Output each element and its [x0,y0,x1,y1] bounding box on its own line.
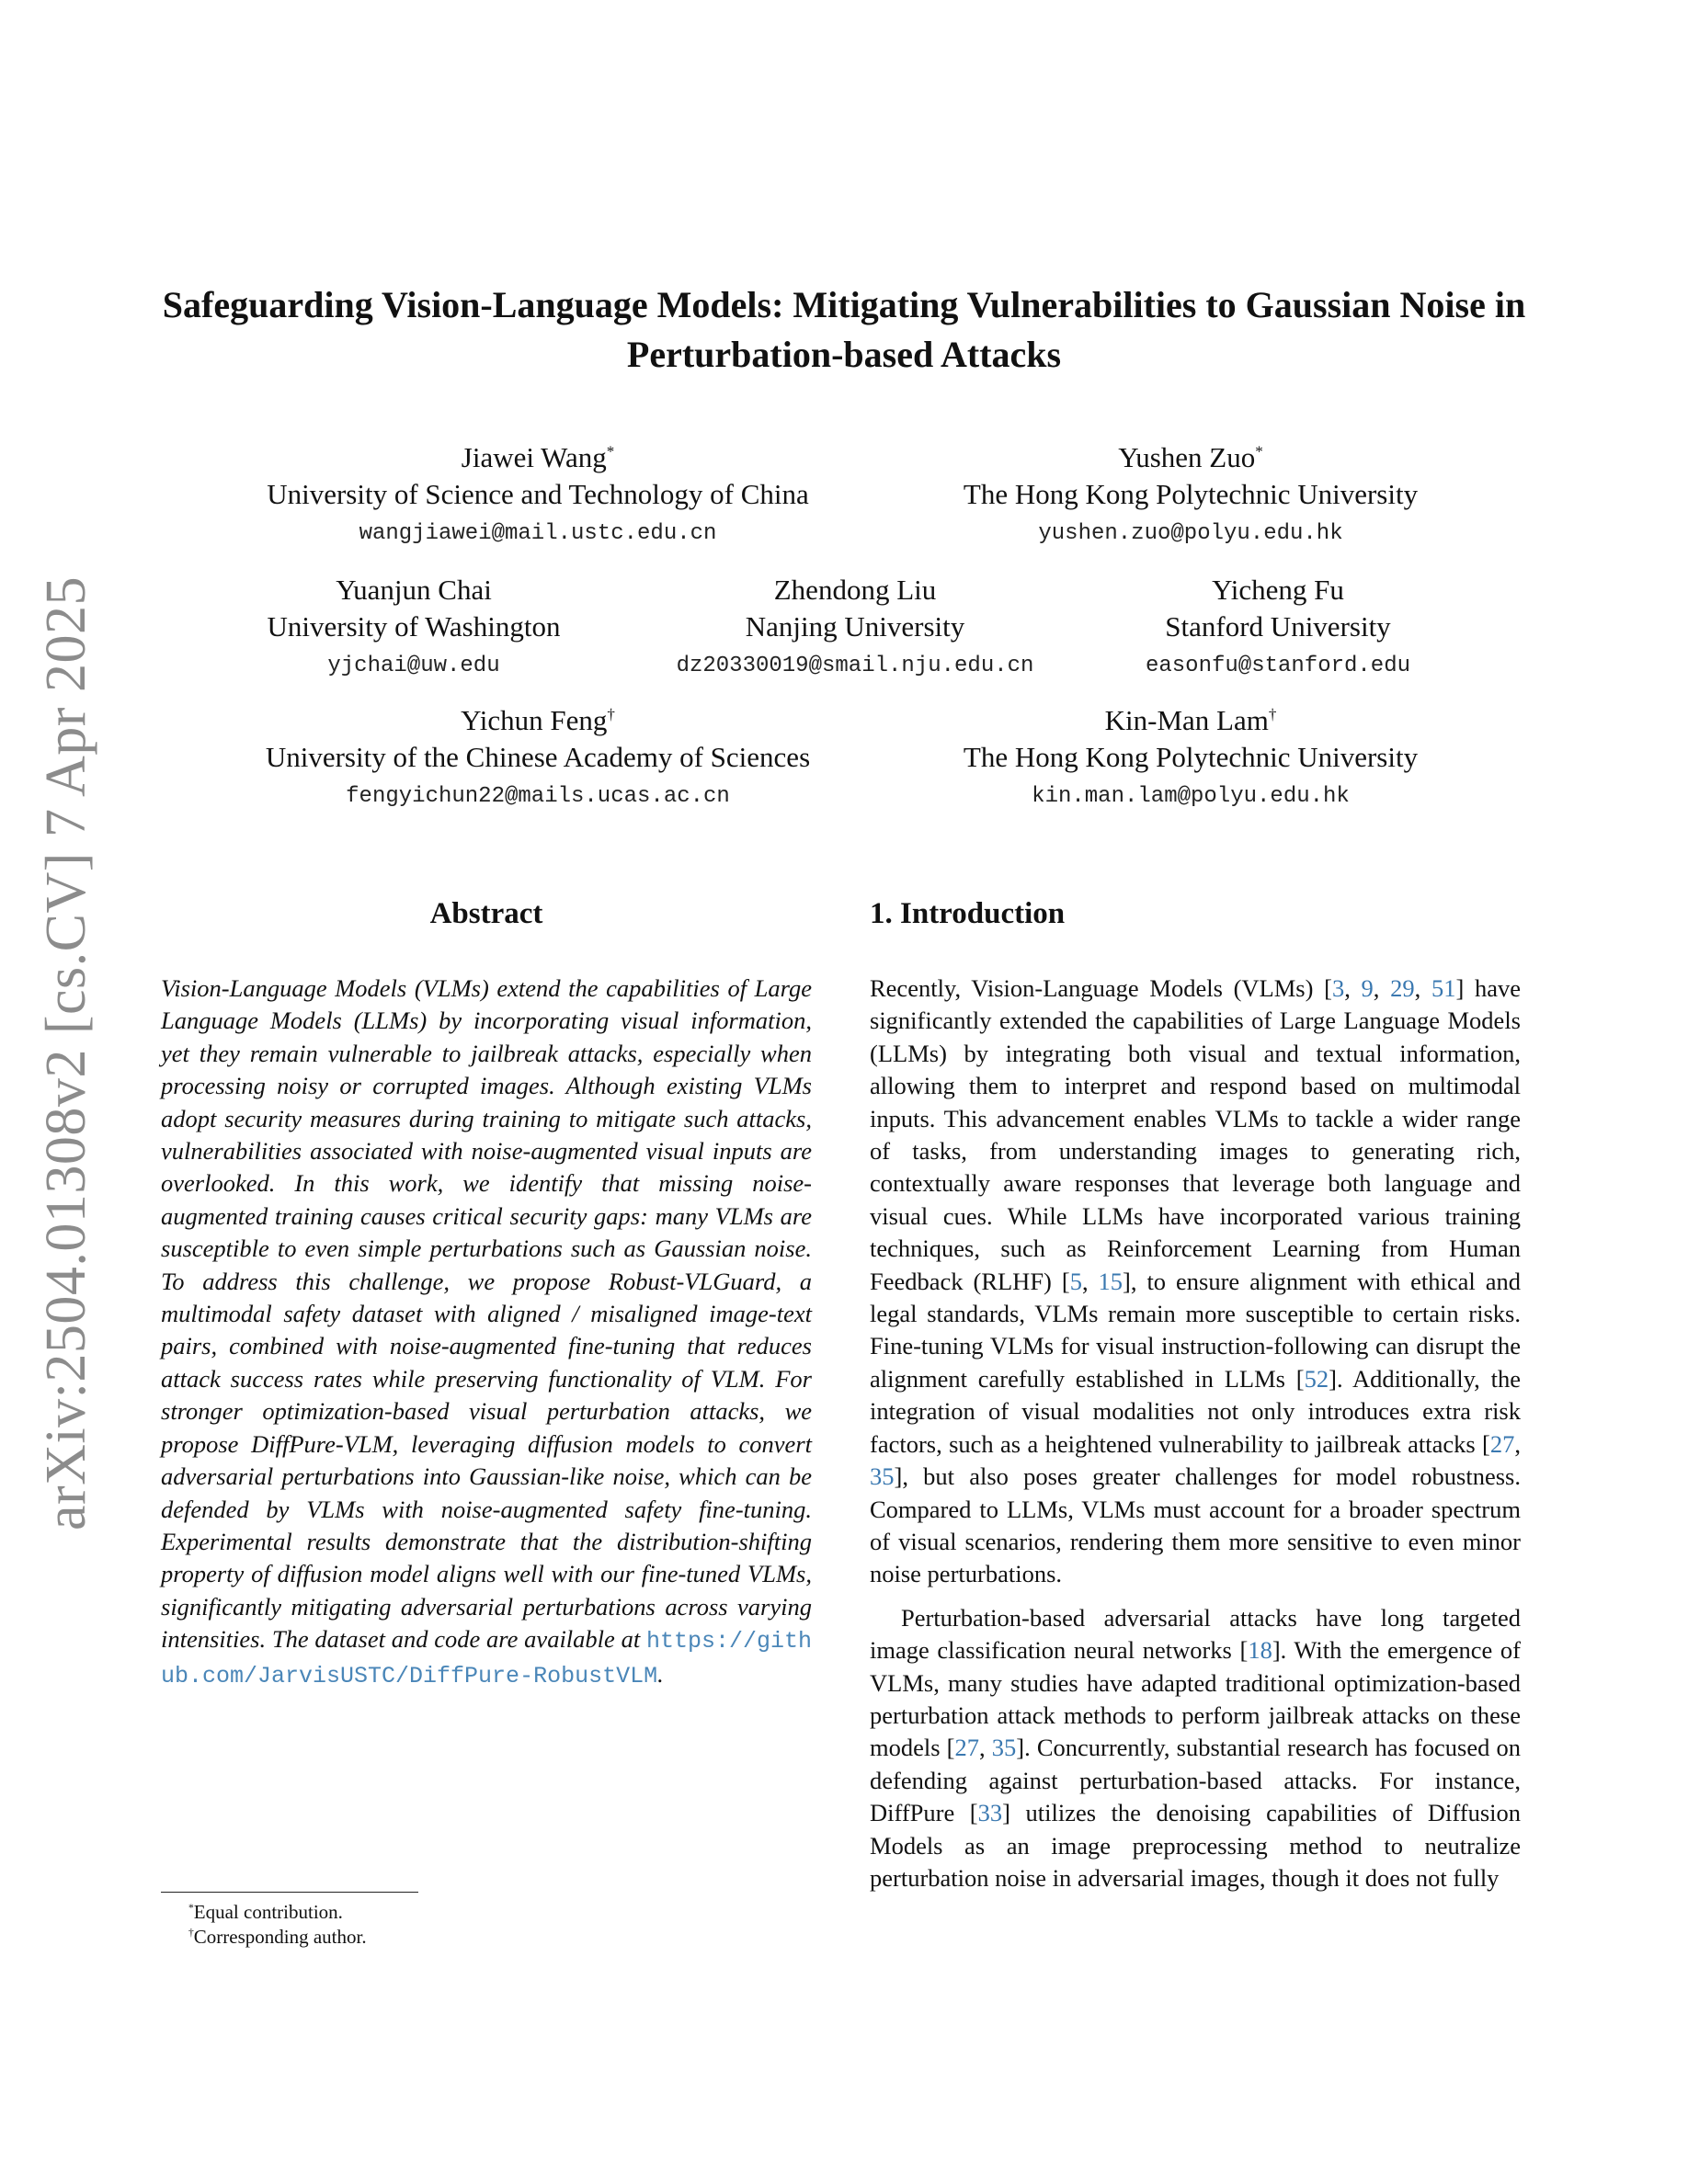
author-affiliation: University of Washington [267,610,561,643]
footnote-text: Corresponding author. [193,1926,367,1948]
abstract-text: Vision-Language Models (VLMs) extend the capabilities of Large Language Models (LLMs) by incorporating visual information, yet they remain vulnerable to jailbreak attacks, especially when processing noisy or corrupted images. Although existing VLMs adopt security measures during training to mitigate such attacks, vulnerabilities associated with noise-augmented visual inputs are overlooked. In this work, we identify that missing noise-augmented training causes critical security gaps: many VLMs are susceptible to even simple perturbations such as Gaussian noise. To address this challenge, we propose Robust-VLGuard, a multimodal safety dataset with aligned / misaligned image-text pairs, combined with noise-augmented fine-tuning that reduces attack success rates while preserving functionality of VLM. For stronger optimization-based visual perturbation attacks, we propose DiffPure-VLM, leveraging diffusion models to convert adversarial perturbations into Gaussian-like noise, which can be defended by VLMs with noise-augmented safety fine-tuning. Experimental results demonstrate that the distribution-shifting property of diffusion model aligns well with our fine-tuned VLMs, significantly mitigating adversarial perturbations across varying intensities. The dataset and code are available at [161,974,812,1654]
author-email[interactable]: fengyichun22@mails.ucas.ac.cn [346,784,730,809]
arxiv-identifier-stamp: arXiv:2504.01308v2 [cs.CV] 7 Apr 2025 [35,576,97,1530]
footnotes [161,1892,529,1950]
footnote-text: Equal contribution. [193,1901,343,1923]
text-run: ]. With the emergence of VLMs, many studies have adapted traditional optimization-based perturbation attack methods to perform jailbreak attacks on these models [ [870,1636,1521,1762]
author-block [221,572,607,688]
abstract-trailing-period: . [657,1659,664,1688]
citation-link[interactable]: 29 [1390,974,1415,1002]
code-repository-link[interactable]: https://github.com/JarvisUSTC/DiffPure-RobustVLM [161,1628,812,1689]
abstract-heading: Abstract [429,897,543,930]
author-affiliation: Stanford University [1165,610,1391,643]
equal-contribution-mark: * [606,442,615,461]
citation-link[interactable]: 27 [1489,1429,1515,1458]
author-block [906,439,1476,555]
equal-contribution-mark: * [1255,442,1263,461]
introduction-paragraph-1: Recently, Vision-Language Models (VLMs) [3, 9, 29, 51] have significantly extended the capabilities of Large Language Models (LLMs) by integrating both visual and textual information, allowing them to interpret and respond based on multimodal inputs. This advancement enables VLMs to tackle a wider range of tasks, from understanding images to generating rich, contextually aware responses that leverage both language and visual cues. While LLMs have incorporated various training techniques, such as Reinforcement Learning from Human Feedback (RLHF) [5, 15], to ensure alignment with ethical and legal standards, VLMs remain more susceptible to certain risks. Fine-tuning VLMs for visual instruction-following can disrupt the alignment carefully established in LLMs [52]. Additionally, the integration of visual modalities not only introduces extra risk factors, such as a heightened vulnerability to jailbreak attacks [27, 35], but also poses greater challenges for model robustness. Compared to LLMs, VLMs must account for a broader spectrum of visual scenarios, rendering them more sensitive to even minor noise perturbations. [870,974,1522,1588]
author-email[interactable]: easonfu@stanford.edu [1145,654,1411,678]
text-run: Perturbation-based adversarial attacks have long targeted image classification neural networks [ [870,1603,1521,1665]
author-name: Jiawei Wang* [461,441,615,473]
text-run: ]. Additionally, the integration of visual modalities not only introduces extra risk factors, such as a heightened vulnerability to jailbreak attacks [ [870,1364,1521,1458]
text-run: ], to ensure alignment with ethical and legal standards, VLMs remain more susceptible to certain risks. Fine-tuning VLMs for visual instruction-following can disrupt the alignment carefully established in LLMs [ [870,1267,1522,1393]
author-block [644,572,1066,688]
citation-link[interactable]: 33 [977,1799,1003,1827]
text-run: ], but also poses greater challenges for model robustness. Compared to LLMs, VLMs must account for a broader spectrum of visual scenarios, rendering them more sensitive to even minor noise perturbations. [870,1462,1521,1588]
author-block [1103,572,1453,688]
citation-link[interactable]: 27 [954,1734,979,1762]
author-email[interactable]: yjchai@uw.edu [327,654,500,678]
author-name: Zhendong Liu [773,574,937,606]
footnote-divider [161,1892,418,1893]
citation-link[interactable]: 51 [1431,974,1456,1002]
author-block [906,702,1476,818]
author-affiliation: University of the Chinese Academy of Sciences [265,741,811,773]
text-run: ] utilizes the denoising capabilities of Diffusion Models as an image preprocessing method to neutralize perturbation noise in adversarial images, though it does not fully [870,1799,1521,1892]
citation-link[interactable]: 52 [1304,1364,1329,1393]
citation-link[interactable]: 35 [991,1734,1017,1762]
citation-link[interactable]: 18 [1248,1636,1272,1665]
author-email[interactable]: yushen.zuo@polyu.edu.hk [1038,521,1343,546]
footnote-mark: * [188,1903,194,1914]
footnote-corresponding-author [161,1925,529,1950]
introduction-section [870,893,1521,1894]
text-run: ]. Concurrently, substantial research has focused on defending against perturbation-based attacks. For instance, DiffPure [ [870,1734,1521,1827]
paper-title: Safeguarding Vision-Language Models: Mitigating Vulnerabilities to Gaussian Noise in Perturbation-based Attacks [162,284,1526,375]
author-block [221,702,855,818]
corresponding-author-mark: † [1268,705,1277,723]
author-name: Yushen Zuo* [1118,441,1263,473]
citation-link[interactable]: 3 [1331,974,1345,1002]
author-name: Yicheng Fu [1212,574,1344,606]
author-affiliation: The Hong Kong Polytechnic University [963,741,1419,773]
citation-link[interactable]: 5 [1069,1267,1082,1295]
author-affiliation: Nanjing University [745,610,965,643]
author-block [221,439,855,555]
text-run: ] have significantly extended the capabilities of Large Language Models (LLMs) by integrating both visual and textual information, allowing them to interpret and respond based on multimodal inputs. This advancement enables VLMs to tackle a wider range of tasks, from understanding images to generating rich, contextually aware responses that leverage both language and visual cues. While LLMs have incorporated various training techniques, such as Reinforcement Learning from Human Feedback (RLHF) [ [870,974,1522,1295]
introduction-paragraph-2: Perturbation-based adversarial attacks have long targeted image classification neural networks [18]. With the emergence of VLMs, many studies have adapted traditional optimization-based perturbation attack methods to perform jailbreak attacks on these models [27, 35]. Concurrently, substantial research has focused on defending against perturbation-based attacks. For instance, DiffPure [33] utilizes the denoising capabilities of Diffusion Models as an image preprocessing method to neutralize perturbation noise in adversarial images, though it does not fully [870,1603,1521,1892]
citation-link[interactable]: 35 [870,1462,895,1491]
author-name: Kin-Man Lam† [1104,704,1277,736]
footnote-mark: † [188,1928,194,1939]
text-run: Recently, Vision-Language Models (VLMs) [ [870,974,1332,1002]
corresponding-author-mark: † [607,705,615,723]
citation-link[interactable]: 9 [1361,974,1374,1002]
author-email[interactable]: wangjiawei@mail.ustc.edu.cn [359,521,717,546]
author-name: Yichun Feng† [461,704,615,736]
author-name: Yuanjun Chai [336,574,492,606]
author-affiliation: University of Science and Technology of China [267,478,809,510]
introduction-heading: 1. Introduction [870,897,1066,930]
author-email[interactable]: dz20330019@smail.nju.edu.cn [676,654,1034,678]
citation-link[interactable]: 15 [1098,1267,1123,1295]
author-affiliation: The Hong Kong Polytechnic University [963,478,1419,510]
author-email[interactable]: kin.man.lam@polyu.edu.hk [1032,784,1350,809]
footnote-equal-contribution [161,1900,529,1925]
abstract-section [161,893,812,1692]
abstract-body [161,973,812,1692]
